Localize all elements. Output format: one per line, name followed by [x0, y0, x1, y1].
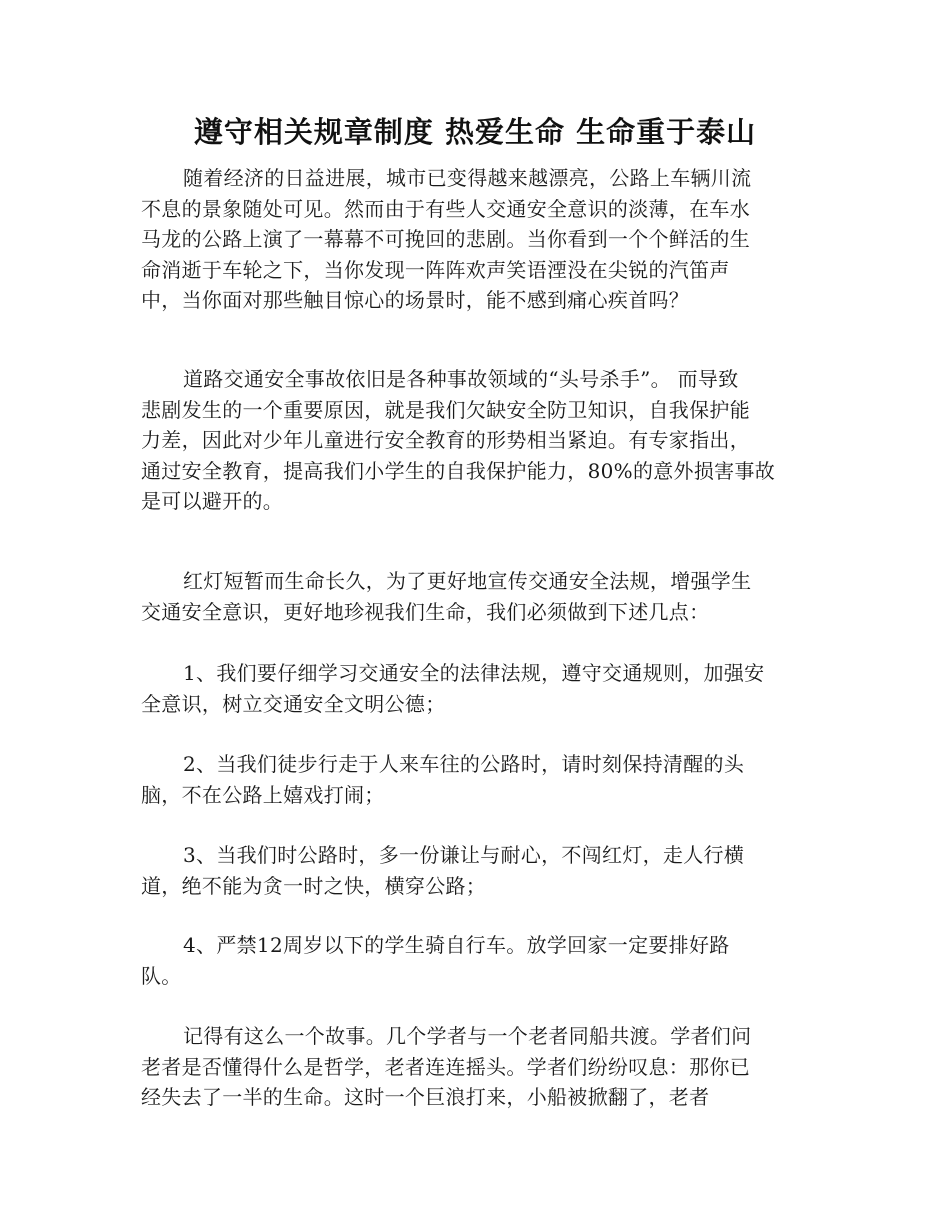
paragraph-line: 全意识，树立交通安全文明公德； — [141, 691, 446, 716]
paragraph-line: 随着经济的日益进展，城市已变得越来越漂亮，公路上车辆川流 — [183, 166, 752, 190]
paragraph-line: 1、我们要仔细学习交通安全的法律法规，遵守交通规则，加强安 — [183, 661, 765, 685]
paragraph-2 — [141, 364, 809, 517]
document-title: 遵守相关规章制度 热爱生命 生命重于泰山 — [193, 115, 757, 149]
paragraph-line: 力差，因此对少年儿童进行安全教育的形势相当紧迫。有专家指出， — [141, 428, 750, 452]
paragraph-line: 4、严禁12周岁以下的学生骑自行车。放学回家一定要排好路 — [183, 933, 730, 957]
paragraph-line: 交通安全意识，更好地珍视我们生命，我们必须做到下述几点： — [141, 599, 710, 624]
paragraph-line: 通过安全教育，提高我们小学生的自我保护能力，80%的意外损害事故 — [141, 458, 776, 483]
paragraph-6 — [141, 840, 809, 901]
paragraph-line: 2、当我们徒步行走于人来车往的公路时，请时刻保持清醒的头 — [183, 752, 745, 776]
paragraph-line: 道路交通安全事故依旧是各种事故领域的“头号杀手”。 而导致 — [183, 367, 739, 391]
paragraph-line: 中，当你面对那些触目惊心的场景时，能不感到痛心疾首吗？ — [141, 288, 690, 312]
paragraph-1 — [141, 163, 809, 316]
paragraph-line: 3、当我们时公路时，多一份谦让与耐心，不闯红灯，走人行横 — [183, 843, 745, 867]
paragraph-line: 经失去了一半的生命。这时一个巨浪打来，小船被掀翻了，老者 — [141, 1085, 710, 1109]
paragraph-line: 老者是否懂得什么是哲学，老者连连摇头。学者们纷纷叹息：那你已 — [141, 1054, 750, 1079]
paragraph-line: 悲剧发生的一个重要原因，就是我们欠缺安全防卫知识，自我保护能 — [141, 397, 750, 422]
paragraph-line: 不息的景象随处可见。然而由于有些人交通安全意识的淡薄，在车水 — [141, 196, 750, 221]
paragraph-line: 是可以避开的。 — [141, 489, 284, 513]
paragraph-line: 红灯短暂而生命长久，为了更好地宣传交通安全法规，增强学生 — [183, 569, 752, 593]
paragraph-3 — [141, 566, 809, 627]
paragraph-line: 记得有这么一个故事。几个学者与一个老者同船共渡。学者们问 — [183, 1024, 752, 1048]
paragraph-4 — [141, 658, 809, 719]
paragraph-line: 队。 — [141, 963, 182, 988]
paragraph-8 — [141, 1021, 809, 1113]
paragraph-line: 道，绝不能为贪一时之快，横穿公路； — [141, 873, 487, 898]
paragraph-line: 脑，不在公路上嬉戏打闹； — [141, 782, 385, 807]
paragraph-line: 命消逝于车轮之下，当你发现一阵阵欢声笑语湮没在尖锐的汽笛声 — [141, 257, 730, 282]
paragraph-7 — [141, 930, 809, 991]
paragraph-line: 马龙的公路上演了一幕幕不可挽回的悲剧。当你看到一个个鲜活的生 — [141, 227, 750, 251]
paragraph-5 — [141, 749, 809, 810]
